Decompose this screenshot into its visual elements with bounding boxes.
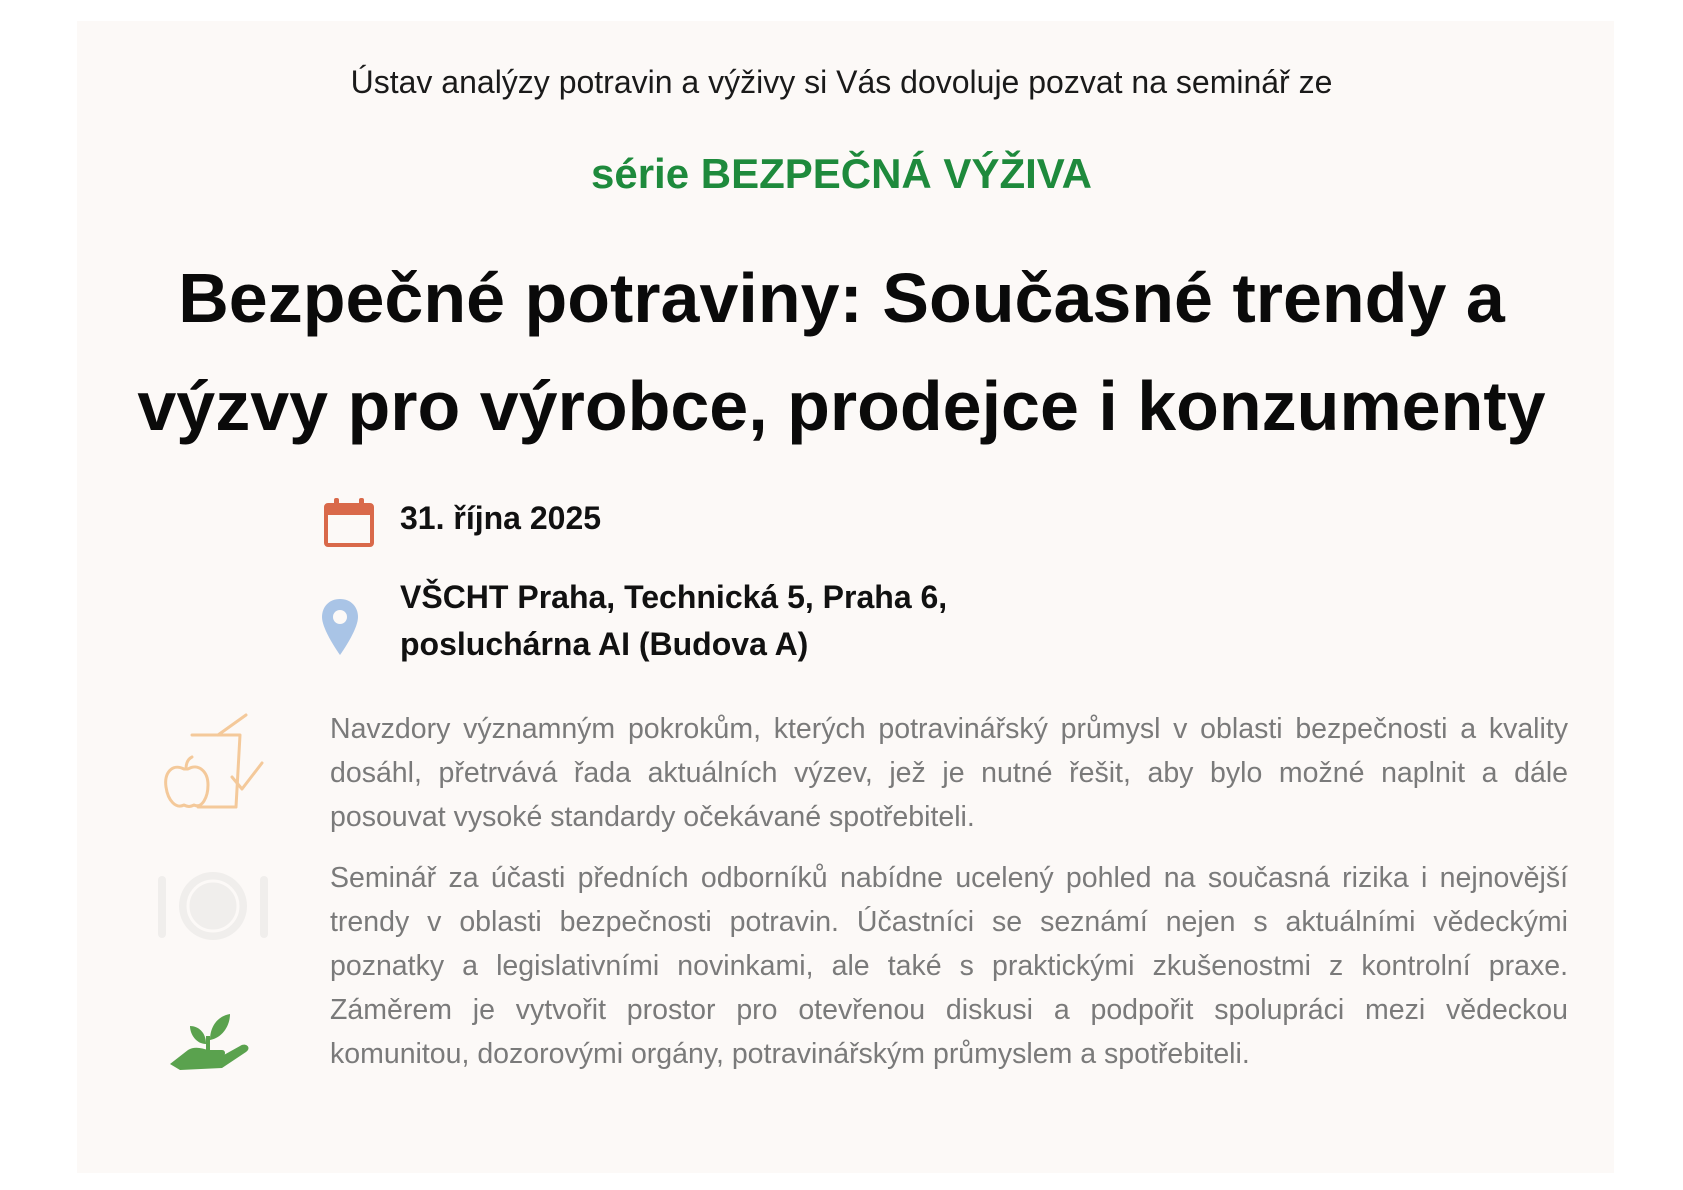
plate-cutlery-icon: [154, 870, 272, 942]
seminar-title-line-1: Bezpečné potraviny: Současné trendy a: [178, 259, 1505, 337]
event-date-text: 31. října 2025: [400, 500, 602, 536]
series-name: série BEZPEČNÁ VÝŽIVA: [590, 150, 1093, 197]
description-paragraph-2: Seminář za účasti předních odborníků nabídne ucelený pohled na současná rizika i nejnovější trendy v oblasti bezpečnosti potravin. Účastníci se seznámí nejen s aktuálními vědeckými poznatky a legislativními novinkami, ale také s praktickými zkušenostmi z kontrolní praxe. Záměrem je vytvořit prostor pro otevřenou diskusi a podpořit spolupráci mezi vědeckou komunitou, dozorovými orgány, potravinářským průmyslem a spotřebiteli.: [330, 862, 1568, 1070]
seminar-title: [0, 244, 1683, 460]
apple-cup-checkmark-icon: [162, 713, 266, 811]
calendar-icon: [323, 497, 375, 549]
event-date: [400, 495, 601, 542]
description-paragraph-1: Navzdory významným pokrokům, kterých potravinářský průmysl v oblasti bezpečnosti a kvality dosáhl, přetrvává řada aktuálních výzev, jež je nutné řešit, aby bylo možné naplnit a dále posouvat vysoké standardy očekávané spotřebiteli.: [330, 713, 1568, 833]
location-pin-icon: [320, 597, 360, 659]
invitation-intro: Ústav analýzy potravin a výživy si Vás dovoluje pozvat na seminář ze: [350, 64, 1333, 100]
event-location: [400, 574, 947, 668]
event-location-line-1: VŠCHT Praha, Technická 5, Praha 6,: [400, 579, 948, 615]
event-location-line-2: posluchárna AI (Budova A): [400, 626, 809, 662]
seminar-title-line-2: výzvy pro výrobce, prodejce i konzumenty: [137, 367, 1546, 445]
hand-sprout-icon: [168, 1010, 252, 1072]
